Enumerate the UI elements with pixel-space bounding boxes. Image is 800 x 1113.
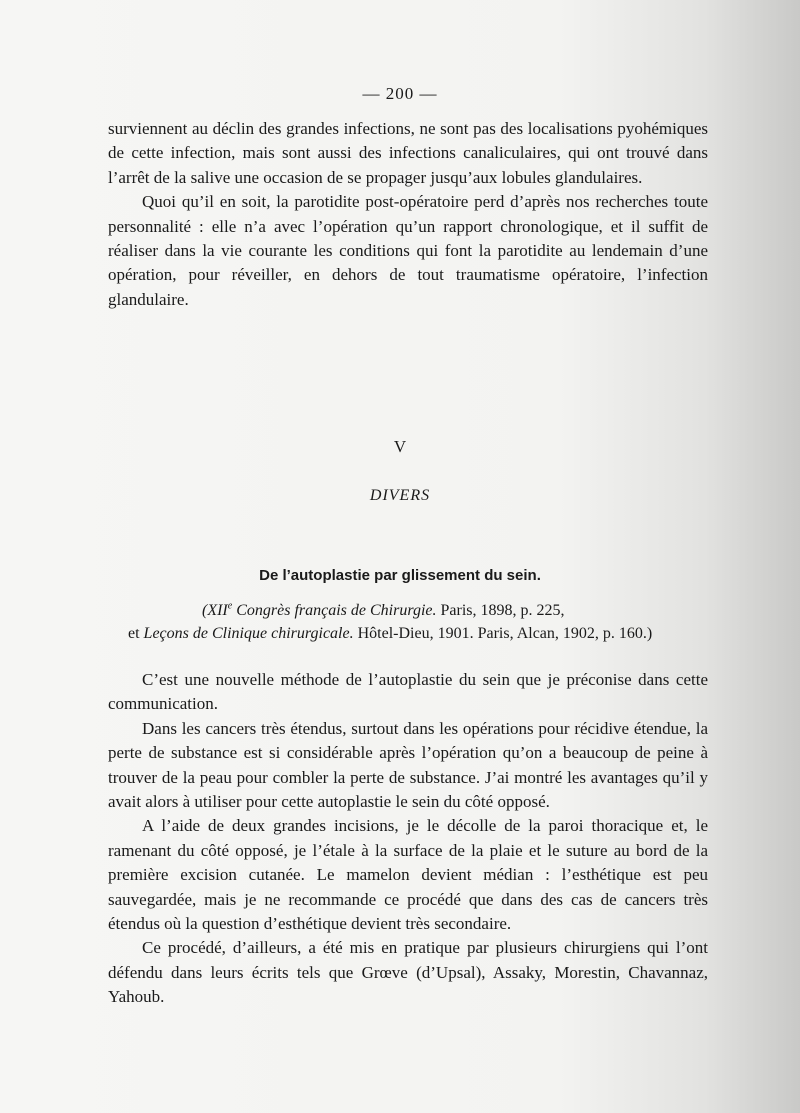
intro-text bbox=[108, 117, 708, 312]
section-title: DIVERS bbox=[369, 487, 431, 504]
paragraph: Quoi qu’il en soit, la parotidite post-opératoire perd d’après nos recherches toute personnalité : elle n’a avec l’opération qu’un rapport chronologique, et il suffit de réaliser dans la vie courante les conditions qui font la parotidite au lendemain d’une opération, pour réveiller, en dehors de tout traumatisme opératoire, l’infection glandulaire. bbox=[108, 192, 708, 309]
bibliographic-reference bbox=[120, 599, 680, 645]
article-body bbox=[108, 668, 708, 1010]
reference-line-2: et Leçons de Clinique chirurgicale. Hôtel-Dieu, 1901. Paris, Alcan, 1902, p. 160.) bbox=[128, 625, 653, 642]
paragraph: Dans les cancers très étendus, surtout dans les opérations pour récidive étendue, la perte de substance est si considérable après l’opération qu’on a beaucoup de peine à trouver de la peau pour combler la perte de substance. J’ai montré les avantages qu’il y avait alors à utiliser pour cette autoplastie le sein du côté opposé. bbox=[108, 718, 708, 812]
section-number: V bbox=[393, 437, 407, 456]
reference-line-1: (XIIe Congrès français de Chirurgie. Paris, 1898, p. 225, bbox=[202, 600, 565, 619]
article-title: De l’autoplastie par glissement du sein. bbox=[259, 567, 541, 584]
paragraph: C’est une nouvelle méthode de l’autoplastie du sein que je préconise dans cette communication. bbox=[108, 670, 708, 714]
paragraph: surviennent au déclin des grandes infections, ne sont pas des localisations pyohémiques de cette infection, mais sont aussi des infections canaliculaires, qui ont trouvé dans l’arrêt de la salive une occasion de se propager jusqu’aux lobules glandulaires. bbox=[108, 119, 708, 187]
paragraph: A l’aide de deux grandes incisions, je le décolle de la paroi thoracique et, le ramenant du côté opposé, je l’étale à la surface de la plaie et le suture au bord de la première excision cutanée. Le mamelon devient médian : l’esthétique est peu sauvegardée, mais je ne recommande ce procédé que dans des cas de cancers très étendus où la question d’esthétique devient très secondaire. bbox=[108, 816, 708, 934]
paragraph: Ce procédé, d’ailleurs, a été mis en pratique par plusieurs chirurgiens qui l’ont défendu dans leurs écrits tels que Grœve (d’Upsal), Assaky, Morestin, Chavannaz, Yahoub. bbox=[108, 938, 708, 1007]
page-number: — 200 — bbox=[362, 84, 438, 103]
